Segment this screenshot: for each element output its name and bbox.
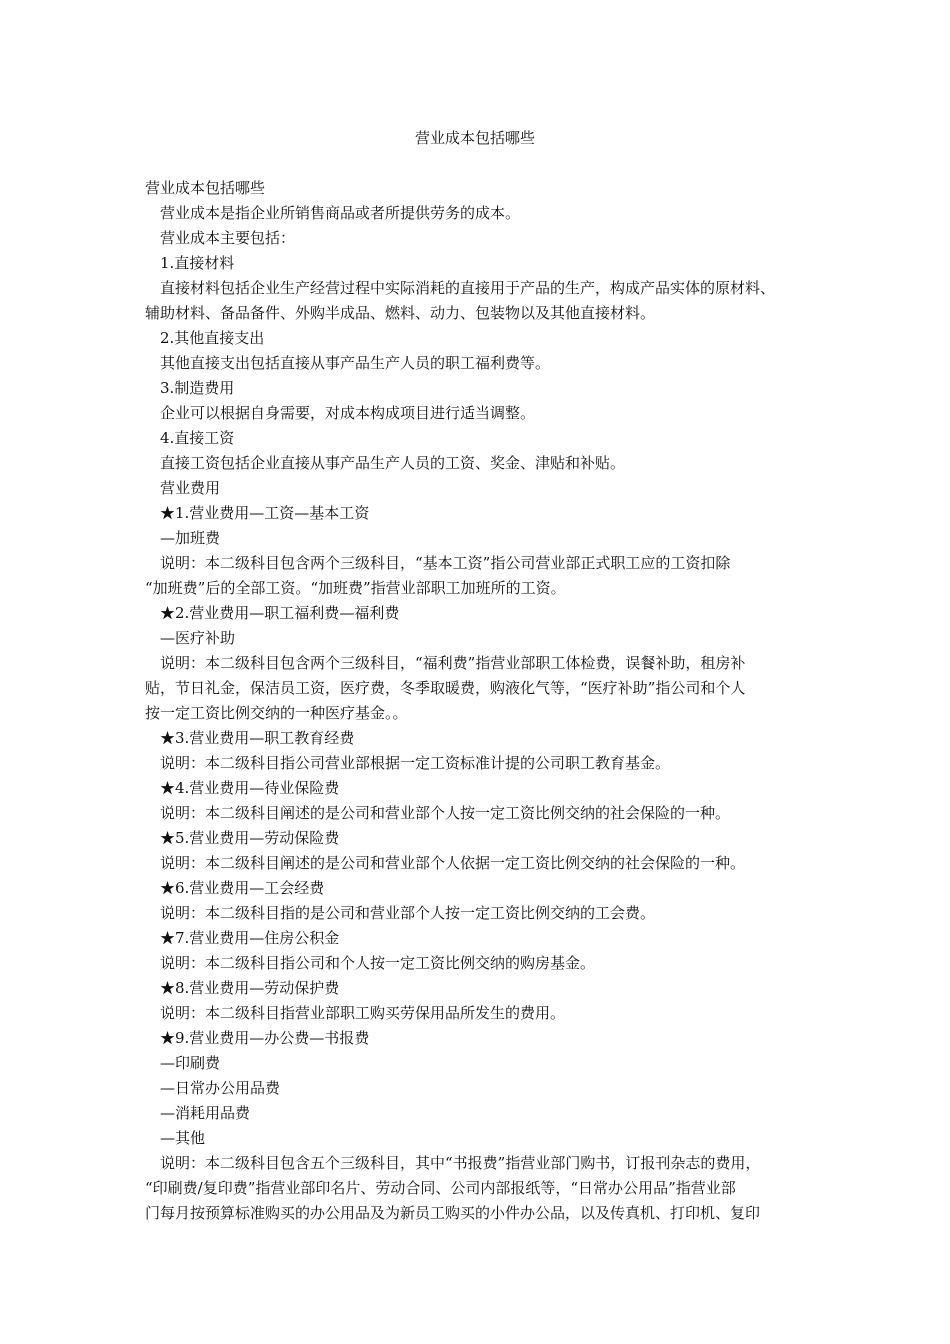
text-line: ★6.营业费用—工会经费 <box>160 879 325 897</box>
text-line: —加班费 <box>160 529 221 547</box>
text-line: 说明：本二级科目包含两个三级科目，“基本工资”指公司营业部正式职工应的工资扣除 <box>160 554 731 572</box>
text-line: 说明：本二级科目包含五个三级科目，其中“书报费”指营业部门购书，订报刊杂志的费用， <box>160 1154 761 1172</box>
text-line: 辅助材料、备品备件、外购半成品、燃料、动力、包装物以及其他直接材料。 <box>145 304 656 322</box>
text-line: 3.制造费用 <box>160 379 235 397</box>
text-line: —印刷费 <box>160 1054 221 1072</box>
text-line: —医疗补助 <box>160 629 236 647</box>
text-line: 4.直接工资 <box>160 429 235 447</box>
text-line: ★5.营业费用—劳动保险费 <box>160 829 340 847</box>
text-line: 按一定工资比例交纳的一种医疗基金。。 <box>145 704 408 722</box>
text-line: ★9.营业费用—办公费—书报费 <box>160 1029 370 1047</box>
text-line: “印刷费/复印费”指营业部印名片、劳动合同、公司内部报纸等，“日常办公用品”指营业部 <box>145 1179 736 1197</box>
text-line: 企业可以根据自身需要，对成本构成项目进行适当调整。 <box>160 404 536 422</box>
text-line: 2.其他直接支出 <box>160 329 265 347</box>
text-line: 说明：本二级科目阐述的是公司和营业部个人依据一定工资比例交纳的社会保险的一种。 <box>160 854 746 872</box>
text-line: ★3.营业费用—职工教育经费 <box>160 729 355 747</box>
text-line: ★2.营业费用—职工福利费—福利费 <box>160 604 400 622</box>
text-line: —其他 <box>160 1129 206 1147</box>
text-line: 说明：本二级科目指公司营业部根据一定工资标准计提的公司职工教育基金。 <box>160 754 671 772</box>
document-title: 营业成本包括哪些 <box>414 129 535 147</box>
text-line: —消耗用品费 <box>160 1104 251 1122</box>
text-line: 营业成本包括哪些 <box>145 179 266 197</box>
document-body <box>145 176 815 1226</box>
text-line: 1.直接材料 <box>160 254 235 272</box>
text-line: ★1.营业费用—工资—基本工资 <box>160 504 370 522</box>
text-line: 贴，节日礼金，保洁员工资，医疗费，冬季取暖费，购液化气等，“医疗补助”指公司和个人 <box>145 679 746 697</box>
text-line: —日常办公用品费 <box>160 1079 281 1097</box>
text-line: 其他直接支出包括直接从事产品生产人员的职工福利费等。 <box>160 354 551 372</box>
text-line: ★7.营业费用—住房公积金 <box>160 929 340 947</box>
text-line: 说明：本二级科目指公司和个人按一定工资比例交纳的购房基金。 <box>160 954 596 972</box>
text-line: 直接材料包括企业生产经营过程中实际消耗的直接用于产品的生产，构成产品实体的原材料、 <box>160 279 776 297</box>
text-line: 说明：本二级科目阐述的是公司和营业部个人按一定工资比例交纳的社会保险的一种。 <box>160 804 731 822</box>
text-line: “加班费”后的全部工资。“加班费”指营业部职工加班所的工资。 <box>145 579 566 597</box>
text-line: 营业成本是指企业所销售商品或者所提供劳务的成本。 <box>160 204 521 222</box>
text-line: 营业费用 <box>160 479 221 497</box>
text-line: ★8.营业费用—劳动保护费 <box>160 979 340 997</box>
text-line: 说明：本二级科目指的是公司和营业部个人按一定工资比例交纳的工会费。 <box>160 904 656 922</box>
text-line: ★4.营业费用—待业保险费 <box>160 779 340 797</box>
text-line: 门每月按预算标准购买的办公用品及为新员工购买的小件办公品，以及传真机、打印机、复印 <box>145 1204 761 1222</box>
text-line: 说明：本二级科目指营业部职工购买劳保用品所发生的费用。 <box>160 1004 566 1022</box>
text-line: 营业成本主要包括： <box>160 229 296 247</box>
text-line: 直接工资包括企业直接从事产品生产人员的工资、奖金、津贴和补贴。 <box>160 454 626 472</box>
text-line: 说明：本二级科目包含两个三级科目，“福利费”指营业部职工体检费，误餐补助，租房补 <box>160 654 746 672</box>
